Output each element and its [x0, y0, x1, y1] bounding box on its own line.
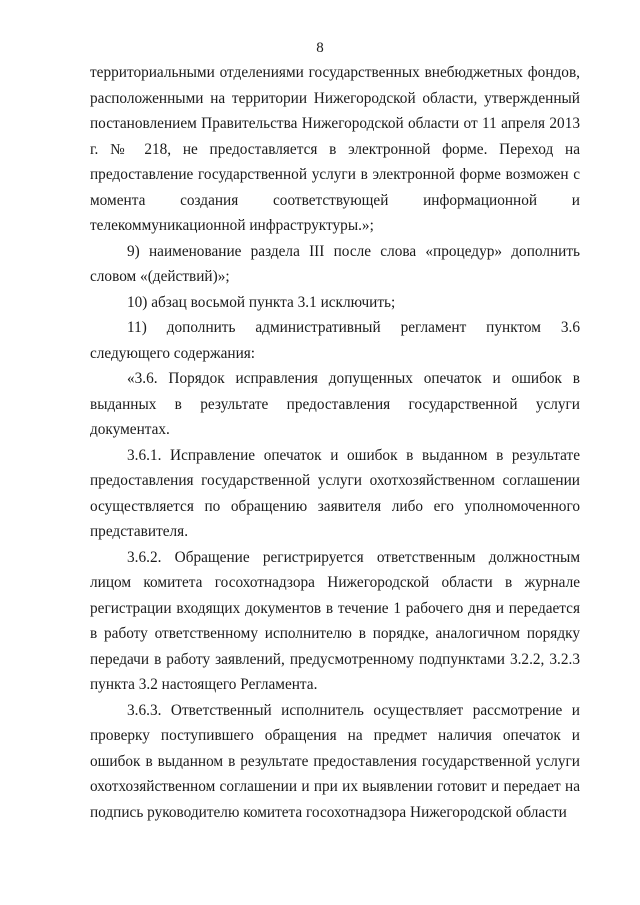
paragraph-section-3-6-2: 3.6.2. Обращение регистрируется ответственным должностным лицом комитета госохотнадзора Нижегородской области в журнале регистрации входящих документов в течение 1 рабочего дня и передается в работу ответственному исполнителю в порядке, аналогичном порядку передачи в работу заявлений, предусмотренному подпунктами 3.2.2, 3.2.3 пункта 3.2 настоящего Регламента.	[90, 548, 580, 693]
page-number: 8	[316, 40, 324, 56]
paragraph-continuation: территориальными отделениями государственных внебюджетных фондов, расположенными на территории Нижегородской области, утвержденный постановлением Правительства Нижегородской области от 11 апреля 2013 г. № 218, не предоставляется в электронной форме. Переход на предоставление государственной услуги в электронной форме возможен с момента создания соответствующей информационной и телекоммуникационной инфраструктуры.»;	[90, 64, 580, 234]
paragraph-section-3-6: «3.6. Порядок исправления допущенных опечаток и ошибок в выданных в результате предоставления государственной услуги документах.	[90, 370, 580, 438]
paragraph-section-3-6-3: 3.6.3. Ответственный исполнитель осуществляет рассмотрение и проверку поступившего обращения на предмет наличия опечаток и ошибок в выданном в результате предоставления государственной услуги охотхозяйственном соглашении и при их выявлении готовит и передает на подпись руководителю комитета госохотнадзора Нижегородской области	[90, 701, 580, 821]
document-body	[90, 60, 580, 825]
paragraph-item-9: 9) наименование раздела III после слова «процедур» дополнить словом «(действий)»;	[90, 242, 580, 285]
paragraph-item-10: 10) абзац восьмой пункта 3.1 исключить;	[127, 293, 396, 311]
paragraph-section-3-6-1: 3.6.1. Исправление опечаток и ошибок в выданном в результате предоставления государственной услуги охотхозяйственном соглашении осуществляется по обращению заявителя либо его уполномоченного представителя.	[90, 446, 580, 540]
paragraph-item-11: 11) дополнить административный регламент пунктом 3.6 следующего содержания:	[90, 319, 580, 362]
